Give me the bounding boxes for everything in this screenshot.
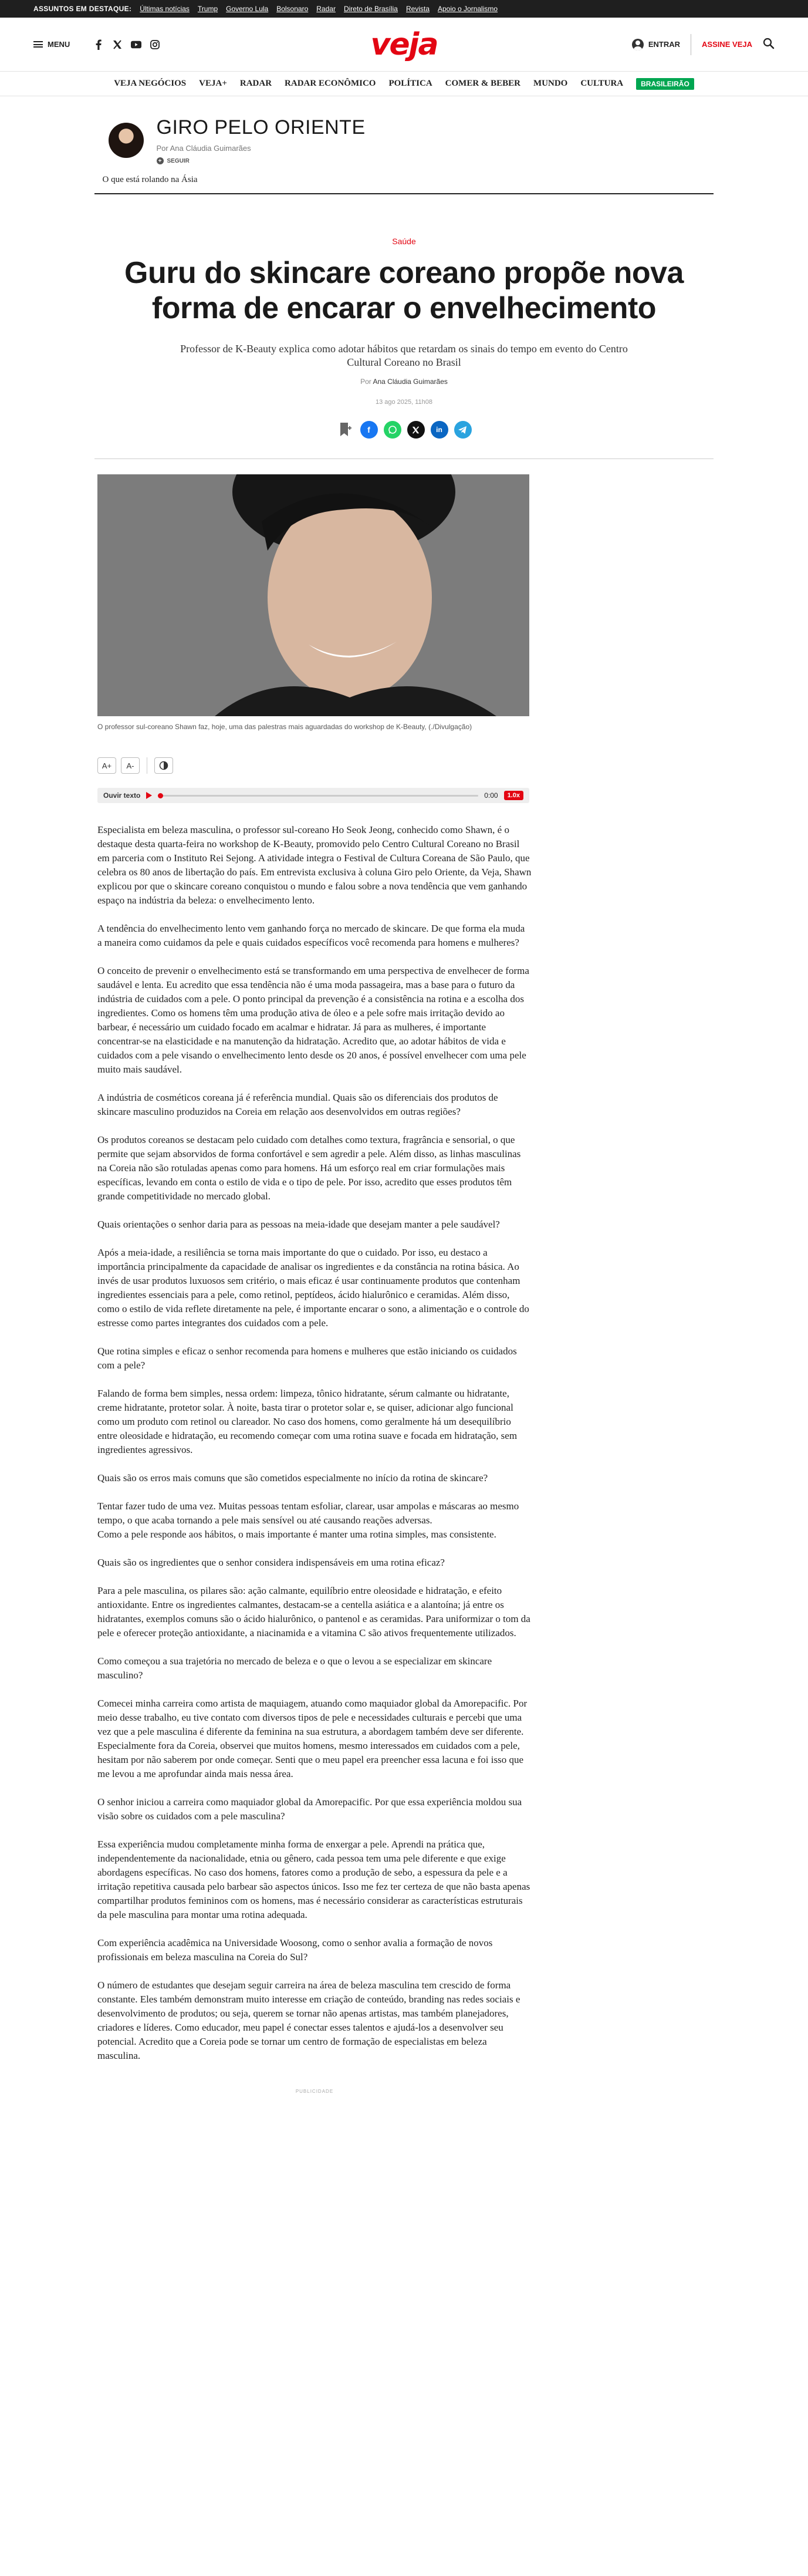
column-info [46,116,762,164]
linkedin-share-icon[interactable]: in [431,421,448,439]
whatsapp-share-icon[interactable] [384,421,401,439]
article-paragraph: Falando de forma bem simples, nessa ordem: limpeza, tônico hidratante, sérum calmante ou hidratante, creme hidratante, protetor solar. À noite, basta tirar o protetor solar e, se quiser, adicionar algo funcional como um produto com retinol ou clareador. No caso dos homens, como geralmente há um desequilíbrio entre oleosidade e hidratação, eu recomendo começar com uma rotina suave e focada em hidratação, sem ingredientes agressivos. [97,1388,518,1455]
x-twitter-icon[interactable] [112,39,123,50]
site-header [0,18,808,72]
article-photo [97,474,529,716]
topbar-link[interactable]: Revista [405,5,430,13]
user-icon [632,39,644,50]
nav-item-comer-beber[interactable]: COMER & BEBER [445,79,520,88]
topbar-link[interactable]: Direto de Brasília [343,5,398,13]
publish-date: 13 ago 2025, 11h08 [375,399,433,406]
header-left [33,39,160,50]
interview-question: O senhor iniciou a carreira como maquiador global da Amorepacific. Por que essa experiência moldou sua visão sobre os cuidados com a pele masculina? [97,1796,522,1822]
article-paragraph: O número de estudantes que desejam seguir carreira na área de beleza masculina tem crescido de forma constante. Eles também demonstram muito interesse em criação de conteúdo, branding nas redes sociais e desenvolvimento de produtos; ou seja, querem se tornar não apenas artistas, mas também planejadores, criadores e líderes. Como educador, meu papel é conectar esses talentos e ajudá-los a desenvolver seu potencial. Acredito que a Coreia pode se tornar um centro de formação de especialistas em beleza masculina. [97,1980,520,2061]
play-icon[interactable] [146,792,152,799]
interview-question: A indústria de cosméticos coreana já é referência mundial. Quais são os diferenciais dos produtos de skincare masculino produzidos na Coreia em relação aos desenvolvidos em outras regiões? [97,1092,498,1117]
topbar-link[interactable]: Últimas notícias [140,5,190,13]
article-paragraph: Os produtos coreanos se destacam pelo cuidado com detalhes como textura, fragrância e sensorial, o que permite que sejam absorvidos de forma confortável e sem agredir a pele. Além disso, as linhas masculinas na Coreia não são rotuladas apenas como para homens. Há um esforço real em criar formulações mais específicas, levando em conta o estilo de vida e o tipo de pele. Por isso, acredito que esses produtos têm grande competitividade no mercado global. [97,1134,521,1202]
listen-label: Ouvir texto [103,791,141,800]
article-dek: Professor de K-Beauty explica como adotar hábitos que retardam os sinais do tempo em evento do Centro Cultural Coreano no Brasil [180,343,628,368]
topbar-link[interactable]: Radar [316,5,336,13]
veja-logo[interactable]: veja [370,27,438,62]
reading-tools [97,757,532,774]
facebook-share-icon[interactable]: f [360,421,378,439]
interview-question: Como começou a sua trajetória no mercado de beleza e o que o levou a se especializar em skincare masculino? [97,1655,492,1681]
instagram-icon[interactable] [150,39,160,50]
audio-time: 0:00 [484,791,498,800]
x-share-icon[interactable] [407,421,425,439]
contrast-icon [159,761,168,770]
social-links [93,39,160,50]
byline-prefix: Por [360,377,371,386]
audio-progress-slider[interactable] [158,795,478,797]
portrait-illustration [97,474,529,716]
topbar-link[interactable]: Bolsonaro [276,5,309,13]
article-paragraph: Comecei minha carreira como artista de maquiagem, atuando como maquiador global da Amorepacific. Por meio desse trabalho, eu tive contato com diversos tipos de pele e necessidades culturais e percebi que uma vez que a pele masculina é diferente da feminina na sua estrutura, a abordagem também deve ser diferente. Especialmente fora da Coreia, observei que muitos homens, mesmo interessados em cuidados com a pele, hesitam por não saberem por onde começar. Senti que o meu papel era preencher essa lacuna e foi isso que me levou a me aprofundar ainda mais nessa área. [97,1698,528,1779]
interview-question: Quais são os erros mais comuns que são cometidos especialmente no início da rotina de skincare? [97,1472,488,1483]
nav-item-cultura[interactable]: CULTURA [580,79,624,88]
nav-item-mundo[interactable]: MUNDO [533,79,568,88]
byline [0,377,808,386]
column-title[interactable]: GIRO PELO ORIENTE [156,116,366,139]
section-tag[interactable]: Saúde [392,237,416,246]
photo-caption: O professor sul-coreano Shawn faz, hoje, uma das palestras mais aguardadas do workshop de K-Beauty, (./Divulgação) [97,723,472,731]
column-header [46,96,762,185]
column-author: Por Ana Cláudia Guimarães [156,144,251,153]
article-paragraph: Essa experiência mudou completamente minha forma de enxergar a pele. Aprendi na prática que, independentemente da nacionalidade, etnia ou gênero, cada pessoa tem uma pele diferente e que exige abordagens específicas. No caso dos homens, fatores como a produção de sebo, a espessura da pele e a irritação repetitiva causada pelo barbear são aspectos únicos. Isso me fez ter certeza de que não basta apenas compartilhar produtos femininos com os homens, mas é necessário considerar as características estruturais da pele masculina para montar uma rotina adequada. [97,1839,530,1920]
menu-label: MENU [48,40,70,49]
top-bar [0,0,808,18]
byline-author[interactable]: Ana Cláudia Guimarães [373,377,448,386]
article-headline: Guru do skincare coreano propõe nova forma de encarar o envelhecimento [124,256,684,325]
article-paragraph: O conceito de prevenir o envelhecimento está se transformando em uma perspectiva de envelhecer de forma saudável e lenta. Eu acredito que essa tendência não é uma moda passageira, mas a base para o futuro da indústria de cuidados com a pele. O ponto principal da prevenção é a consistência na rotina e a escolha dos ingredientes. Como os homens têm uma produção ativa de óleo e a pele sofre mais irritação devido ao barbear, é necessário um cuidado focado em acalmar e hidratar. Já para as mulheres, é importante concentrar-se na elasticidade e na manutenção da hidratação. Acredito que, ao adotar hábitos de vida e cuidados com a pele visando o envelhecimento lento desde os 20 anos, é possível envelhecer com uma pele muito mais saudável. [97,965,529,1075]
header-right [632,34,775,55]
follow-button[interactable] [157,157,366,164]
interview-question: A tendência do envelhecimento lento vem ganhando força no mercado de skincare. De que forma ela muda a maneira como cuidamos da pele e quais cuidados específicos você recomenda para homens e mulheres? [97,923,525,948]
article-header [0,194,808,439]
subscribe-link[interactable]: ASSINE VEJA [702,40,752,49]
topbar-link[interactable]: Trump [197,5,218,13]
youtube-icon[interactable] [131,39,141,50]
login-button[interactable] [632,39,680,50]
menu-button[interactable] [33,40,70,49]
column-text [157,116,366,164]
topbar-link[interactable]: Governo Lula [226,5,269,13]
nav-item-politica[interactable]: POLÍTICA [388,79,432,88]
playback-speed-button[interactable]: 1.0x [504,791,523,800]
article-paragraph: Para a pele masculina, os pilares são: ação calmante, equilíbrio entre oleosidade e hidratação, e efeito antioxidante. Entre os ingredientes calmantes, destacam-se a centella asiática e a alantoína; já entre os hidratantes, exemplos comuns são o ácido hialurônico, o pantenol e as ceramidas. Para uniformizar o tom da pele e oferecer proteção antioxidante, a niacinamida e a vitamina C são ativos frequentemente utilizados. [97,1585,530,1638]
interview-question: Quais orientações o senhor daria para as pessoas na meia-idade que desejam manter a pele saudável? [97,1219,500,1230]
advertisement-label: PUBLICIDADE [295,2089,334,2094]
login-label: ENTRAR [648,40,681,49]
nav-item-veja-negocios[interactable]: VEJA NEGÓCIOS [114,79,187,88]
font-decrease-button[interactable]: A- [121,757,140,774]
nav-item-brasileirao[interactable]: BRASILEIRÃO [636,78,694,90]
article-body [97,474,532,2094]
contrast-button[interactable] [154,757,173,774]
columnist-avatar[interactable] [109,123,144,158]
main-nav [0,72,808,96]
highlight-label: ASSUNTOS EM DESTAQUE: [33,5,132,13]
header-divider-line [94,458,714,459]
nav-item-veja-plus[interactable]: VEJA+ [199,79,227,88]
audio-player [97,788,529,803]
article-paragraph: Tentar fazer tudo de uma vez. Muitas pessoas tentam esfoliar, clarear, usar ampolas e máscaras ao mesmo tempo, o que acaba tornando a pele mais sensível ou até causando reações adversas. Como a pele responde aos hábitos, o mais importante é manter uma rotina simples, mas consistente. [97,1501,519,1540]
bookmark-icon[interactable] [337,421,354,439]
interview-question: Que rotina simples e eficaz o senhor recomenda para homens e mulheres que estão iniciando os cuidados com a pele? [97,1346,517,1371]
plus-icon: + [157,157,164,164]
interview-question: Quais são os ingredientes que o senhor considera indispensáveis em uma rotina eficaz? [97,1557,445,1568]
telegram-share-icon[interactable] [454,421,472,439]
search-icon[interactable] [763,38,775,51]
topbar-link[interactable]: Apoio o Jornalismo [438,5,498,13]
font-increase-button[interactable]: A+ [97,757,116,774]
article-paragraph: Especialista em beleza masculina, o professor sul-coreano Ho Seok Jeong, conhecido como Shawn, é o destaque desta quarta-feira no workshop de K-Beauty, promovido pelo Centro Cultural Coreano no Brasil em parceria com o Instituto Rei Sejong. A atividade integra o Festival de Cultura Coreana de São Paulo, que celebra os 80 anos de libertação do país. Em entrevista exclusiva à coluna Giro pelo Oriente, da Veja, Shawn explicou por que o skincare coreano conquistou o mundo e falou sobre a nova tendência que vem ganhando espaço na indústria da beleza: o envelhecimento lento. [97,824,532,906]
article-text [97,823,532,2063]
column-description: O que está rolando na Ásia [102,175,198,184]
facebook-icon[interactable] [93,39,104,50]
hamburger-icon [33,41,43,48]
article-paragraph: Após a meia-idade, a resiliência se torna mais importante do que o cuidado. Por isso, eu destaco a importância principalmente da capacidade de analisar os ingredientes e da constância na rotina básica. Ao invés de usar produtos luxuosos sem critério, o mais eficaz é usar continuamente produtos que contenham ingredientes essenciais para a pele, como retinol, peptídeos, ácido hialurônico e ceramidas. Além disso, como o estilo de vida reflete diretamente na pele, é importante encarar o sono, a alimentação e o controle do estresse como partes integrantes dos cuidados com a pele. [97,1247,529,1329]
follow-label: SEGUIR [167,157,190,164]
share-bar [0,421,808,439]
interview-question: Com experiência acadêmica na Universidade Woosong, como o senhor avalia a formação de novos profissionais em beleza masculina na Coreia do Sul? [97,1937,493,1963]
nav-item-radar[interactable]: RADAR [239,79,272,88]
nav-item-radar-economico[interactable]: RADAR ECONÔMICO [285,79,376,88]
